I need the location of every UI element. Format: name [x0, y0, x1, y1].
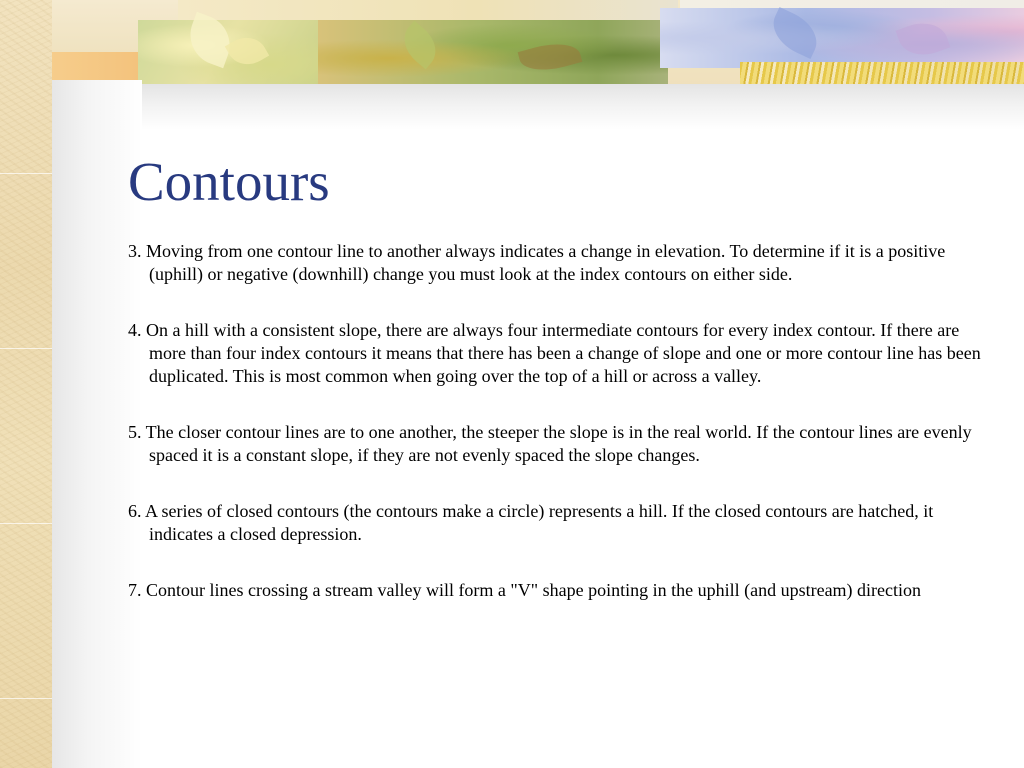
bullet-point: 3. Moving from one contour line to another always indicates a change in elevation. To determine if it is a positive (uphill) or negative (downhill) change you must look at the index contours on either side.: [128, 241, 946, 284]
banner-shadow: [52, 84, 1024, 130]
strip-seam: [0, 523, 52, 524]
banner-tile-yellow: [740, 62, 1024, 84]
banner-tile-upper: [178, 0, 678, 22]
strip-seam: [0, 348, 52, 349]
bullet-point: 4. On a hill with a consistent slope, there are always four intermediate contours for every index contour. If there are more than four index contours it means that there has been a change of slope and one or more contour line has been duplicated. This is most common when going over the top of a hill or across a valley.: [128, 320, 981, 386]
bullet-point: 5. The closer contour lines are to one another, the steeper the slope is in the real world. If the contour lines are evenly spaced it is a constant slope, if they are not evenly spaced the slope changes.: [128, 422, 972, 465]
banner-tile-blue: [660, 8, 1024, 68]
bullet-point: 6. A series of closed contours (the contours make a circle) represents a hill. If the closed contours are hatched, it indicates a closed depression.: [128, 501, 934, 544]
bullet-point: 7. Contour lines crossing a stream valley will form a "V" shape pointing in the uphill (and upstream) direction: [128, 580, 922, 600]
left-parchment-strip: [0, 0, 52, 768]
strip-seam: [0, 698, 52, 699]
banner-tile-green: [318, 20, 668, 84]
top-banner: [0, 0, 1024, 88]
slide-title: Contours: [128, 151, 330, 212]
slide-body: [128, 240, 988, 635]
strip-seam: [0, 173, 52, 174]
